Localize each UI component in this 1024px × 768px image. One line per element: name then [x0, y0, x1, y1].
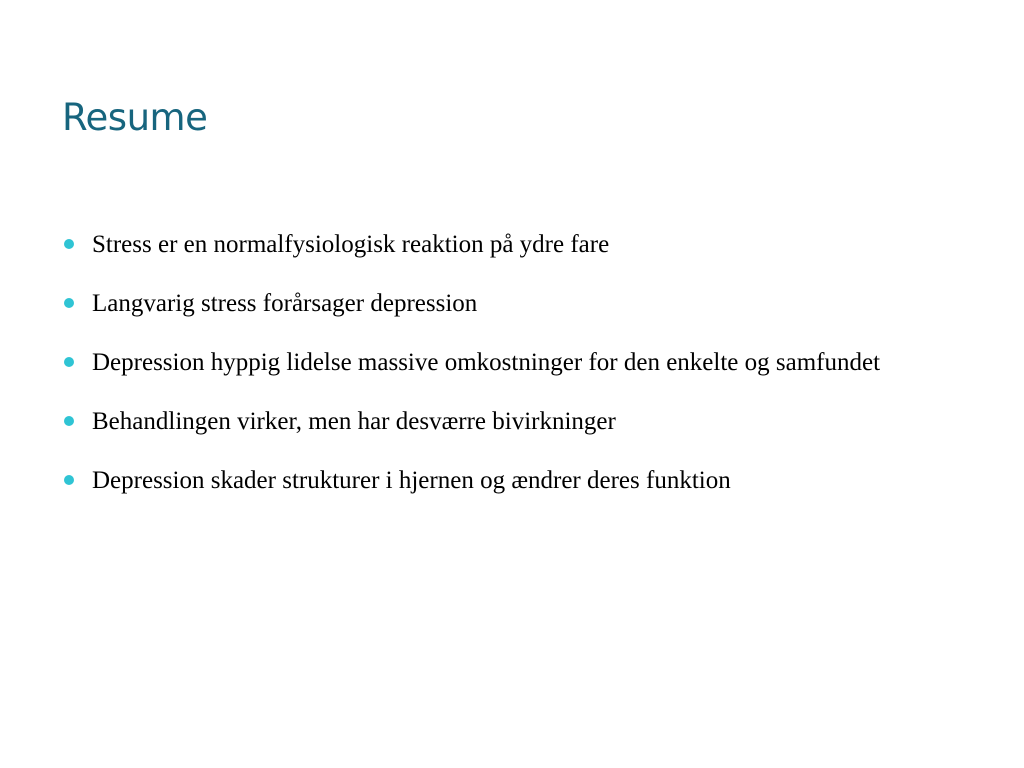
list-item — [62, 228, 942, 261]
bullet-icon — [64, 416, 74, 426]
slide-title: Resume — [62, 96, 208, 139]
list-item — [62, 464, 942, 497]
bullet-text: Depression hyppig lidelse massive omkostninger for den enkelte og samfundet — [92, 349, 881, 376]
bullet-icon — [64, 298, 74, 308]
bullet-list — [62, 228, 942, 523]
list-item — [62, 405, 942, 438]
bullet-text: Behandlingen virker, men har desværre bivirkninger — [92, 408, 616, 435]
bullet-text: Stress er en normalfysiologisk reaktion på ydre fare — [92, 231, 610, 258]
bullet-text: Langvarig stress forårsager depression — [92, 290, 478, 317]
bullet-icon — [64, 239, 74, 249]
list-item — [62, 346, 942, 379]
bullet-text: Depression skader strukturer i hjernen og ændrer deres funktion — [92, 467, 731, 494]
bullet-icon — [64, 357, 74, 367]
list-item — [62, 287, 942, 320]
bullet-icon — [64, 475, 74, 485]
